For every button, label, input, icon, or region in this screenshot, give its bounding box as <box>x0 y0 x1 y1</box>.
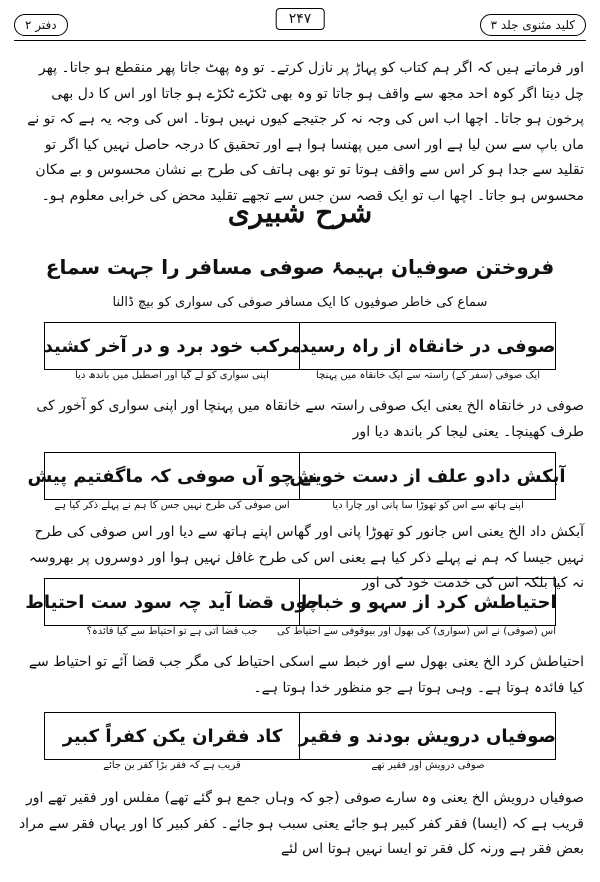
couplet-first-hemistich: صوفی در خانقاہ از راہ رسید <box>299 323 555 369</box>
couplet-second-hemistich: مرکب خود برد و در آخر کشید <box>43 335 302 357</box>
couplet-gloss <box>44 500 556 518</box>
gloss-left: اس صوفی کی طرح نہیں جس کا ہم نے پہلے ذکر کیا ہے <box>54 500 290 511</box>
couplet-second-hemistich: نے چو آں صوفی کہ ماگفتیم پیش <box>27 465 318 487</box>
gloss-right: ایک صوفی (سفر کے) راستہ سے ایک خانقاہ میں پہنچا <box>315 370 540 381</box>
couplet-gloss <box>44 626 556 644</box>
subtitle-translation: سماع کی خاطر صوفیوں کا ایک مسافر صوفی کی سواری کو بیچ ڈالنا <box>112 295 488 310</box>
explanation-paragraph: صوفی در خانقاہ الخ یعنی ایک صوفی راستہ سے خانقاہ میں پہنچا اور اپنی سواری کو آخور کی طرف کھینچا۔ یعنی لیجا کر باندھ دیا اور <box>36 398 584 440</box>
page-header <box>14 8 586 44</box>
book-title: کلید مثنوی جلد ۳ <box>480 14 586 36</box>
page-number: ۲۴۷ <box>276 8 325 30</box>
story-subtitle: فروختن صوفیان بہیمۂ صوفی مسافر را جہت سماع <box>45 255 555 279</box>
couplet-first-hemistich: صوفیاں درویش بودند و فقیر <box>299 713 555 759</box>
explanation-paragraph: آبکش داد الخ یعنی اس جانور کو تھوڑا پانی اور گھاس اپنے ہاتھ سے دیا اور اس صوفی کی طرح نہیں جیسا کہ ہم نے پہلے ذکر کیا ہے یعنی اس کی طرح غافل نہیں ہوا اور دوسروں پر بھروسہ نہ کیا بلکہ اس کی خدمت خود کی اور <box>28 524 584 591</box>
explanation-paragraph: صوفیاں درویش الخ یعنی وہ سارے صوفی (جو کہ وہاں جمع ہو گئے تھے) مفلس اور فقیر تھے اور قریب ہے کہ (ایسا) فقر کفر کبیر ہو جائے یعنی سبب ہو جائے۔ کفر کبیر کا اور یہاں فقر سے مراد بعض فقر ہے ورنہ کل فقر تو ایسا نہیں ہوتا اس لئے <box>18 790 584 857</box>
intro-paragraph: اور فرماتے ہیں کہ اگر ہم کتاب کو پہاڑ پر نازل کرتے۔ تو وہ پھٹ جاتا پھر منقطع ہو جاتا۔ پھر چل دیتا اگر کوہ احد مجھ سے واقف ہو جاتا تو وہ بھی ٹکڑے ٹکڑے ہو جاتا اور اس کا دل بھی پرخون ہو جاتا۔ اچھا اب اس کی وجہ نہ کر جتیجے کیوں نہیں ہوتا۔ اس کی وجہ یہ ہے کہ تو نے ماں باپ سے سن لیا ہے اور اسی میں پھنسا ہوا ہے اور تحقیق کا درجہ حاصل نہیں کیا اگر تو تقلید سے جدا ہو کر اس سے واقف ہوتا تو تو بھی ہاتف کی طرح بے نشان محسوس و بے مکان محسوس ہو جاتا۔ اچھا اب تو ایک قصہ سن جس سے تجھے تقلید محض کی خرابی معلوم ہو۔ <box>27 60 584 204</box>
gloss-right: صوفی درویش اور فقیر تھے <box>371 760 485 771</box>
couplet-gloss <box>44 370 556 388</box>
gloss-right: اپنے ہاتھ سے اس کو تھوڑا سا پانی اور چارا دیا <box>332 500 524 511</box>
gloss-left: اپنی سواری کو لے گیا اور اصطبل میں باندھ دیا <box>75 370 269 381</box>
volume-label: دفتر ۲ <box>14 14 68 36</box>
explanation-paragraph: احتیاطش کرد الخ یعنی بھول سے اور خبط سے اسکی احتیاط کی مگر جب قضا آئے تو احتیاط سے کیا فائدہ ہوتا ہے۔ وہی ہوتا ہے جو منظور خدا ہوتا ہے۔ <box>28 654 584 696</box>
gloss-right: اس (صوفی) نے اس (سواری) کی بھول اور بیوقوفی سے احتیاط کی <box>277 626 556 637</box>
couplet-gloss <box>44 760 556 778</box>
couplet-box <box>44 322 556 370</box>
couplet-first-hemistich: آبکش دادو علف از دست خویش <box>299 453 555 499</box>
couplet-second-hemistich: چوں قضا آید چہ سود ست احتیاط <box>25 591 320 613</box>
gloss-left: قریب ہے کہ فقر بڑا کفر بن جائے <box>103 760 241 771</box>
couplet-first-hemistich: احتیاطش کرد از سہو و خباط <box>299 579 555 625</box>
couplet-box <box>27 452 566 500</box>
gloss-left: جب قضا آتی ہے تو احتیاط سے کیا فائدہ؟ <box>86 626 258 637</box>
couplet-second-hemistich: کاد فقران یکن کفراً کبیر <box>62 725 283 747</box>
couplet-box <box>25 578 557 626</box>
couplet-box <box>44 712 556 760</box>
section-title: شرح شبیری <box>227 196 373 229</box>
header-divider <box>14 40 586 41</box>
